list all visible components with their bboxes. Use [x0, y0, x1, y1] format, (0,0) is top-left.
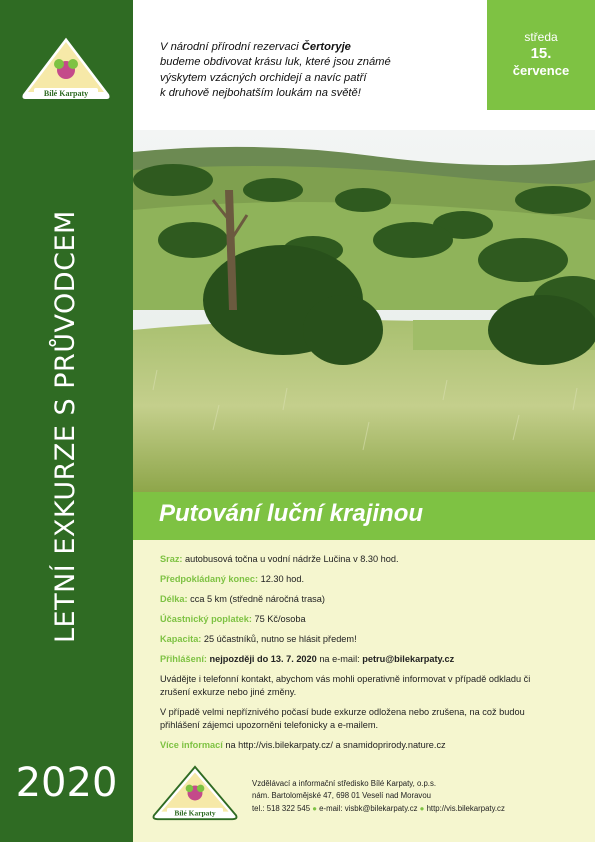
detail-end-time: Předpokládaný konec: 12.30 hod.: [160, 574, 305, 584]
bullet-icon: ●: [312, 803, 317, 813]
detail-length: Délka: cca 5 km (středně náročná trasa): [160, 594, 325, 604]
bile-karpaty-footer-logo: [150, 765, 240, 821]
contact-note: Uvádějte i telefonní kontakt, abychom vás mohli operativně informovat v případě odkladu či zrušení exkurze nebo jiné změny.: [160, 674, 531, 697]
bile-karpaty-logo: [18, 34, 114, 102]
month: července: [512, 63, 570, 78]
event-details: [160, 553, 560, 759]
weekday: středa: [524, 30, 558, 44]
intro-line-1: V národní přírodní rezervaci: [160, 41, 302, 53]
more-info-links[interactable]: na http://vis.bilekarpaty.cz/ a snamidoprirody.nature.cz: [222, 740, 446, 750]
logo-name: Bílé Karpaty: [43, 89, 89, 98]
intro-line-4: k druhově nejbohatším loukám na světě!: [160, 86, 361, 99]
registration-email[interactable]: petru@bilekarpaty.cz: [362, 654, 455, 664]
intro-line-3: výskytem vzácných orchidejí a navíc patří: [160, 71, 367, 84]
year: 2020: [15, 760, 118, 806]
detail-fee: Účastnický poplatek: 75 Kč/osoba: [160, 614, 306, 624]
footer-address: nám. Bartolomějské 47, 698 01 Veselí nad Moravou: [252, 791, 432, 801]
intro-line-2: budeme obdivovat krásu luk, které jsou známé: [160, 56, 391, 69]
footer-phone: tel.: 518 322 545: [252, 803, 311, 813]
date-box: [487, 0, 595, 110]
weather-note: V případě velmi nepříznivého počasí bude exkurze odložena nebo zrušena, na což budou přihlášení zájemci upozorněni telefonicky a e-mailem.: [160, 707, 525, 730]
detail-meeting-point: Sraz: autobusová točna u vodní nádrže Lučina v 8.30 hod.: [160, 554, 399, 564]
vertical-title: LETNÍ EXKURZE S PRŮVODCEM: [50, 210, 81, 643]
footer-contacts: [252, 778, 582, 815]
bullet-icon: ●: [419, 803, 425, 813]
intro-text: [160, 40, 480, 101]
footer-email[interactable]: e-mail: visbk@bilekarpaty.cz: [319, 803, 418, 813]
detail-registration: Přihlášení: nejpozději do 13. 7. 2020 na e-mail: petru@bilekarpaty.cz: [160, 654, 455, 664]
day: 15.: [530, 45, 552, 62]
meadow-landscape-photo: [133, 130, 595, 492]
footer-web[interactable]: http://vis.bilekarpaty.cz: [426, 803, 505, 813]
sidebar: [0, 0, 133, 842]
reserve-name: Čertoryje: [301, 41, 351, 53]
detail-capacity: Kapacita: 25 účastníků, nutno se hlásit předem!: [160, 634, 357, 644]
footer-logo-name: Bílé Karpaty: [174, 808, 216, 818]
headline: Putování luční krajinou: [159, 500, 424, 527]
more-info: Více informací na http://vis.bilekarpaty.cz/ a snamidoprirody.nature.cz: [160, 740, 446, 750]
footer-org: Vzdělávací a informační středisko Bílé Karpaty, o.p.s.: [252, 779, 437, 788]
footer-contact-line: [252, 803, 582, 815]
